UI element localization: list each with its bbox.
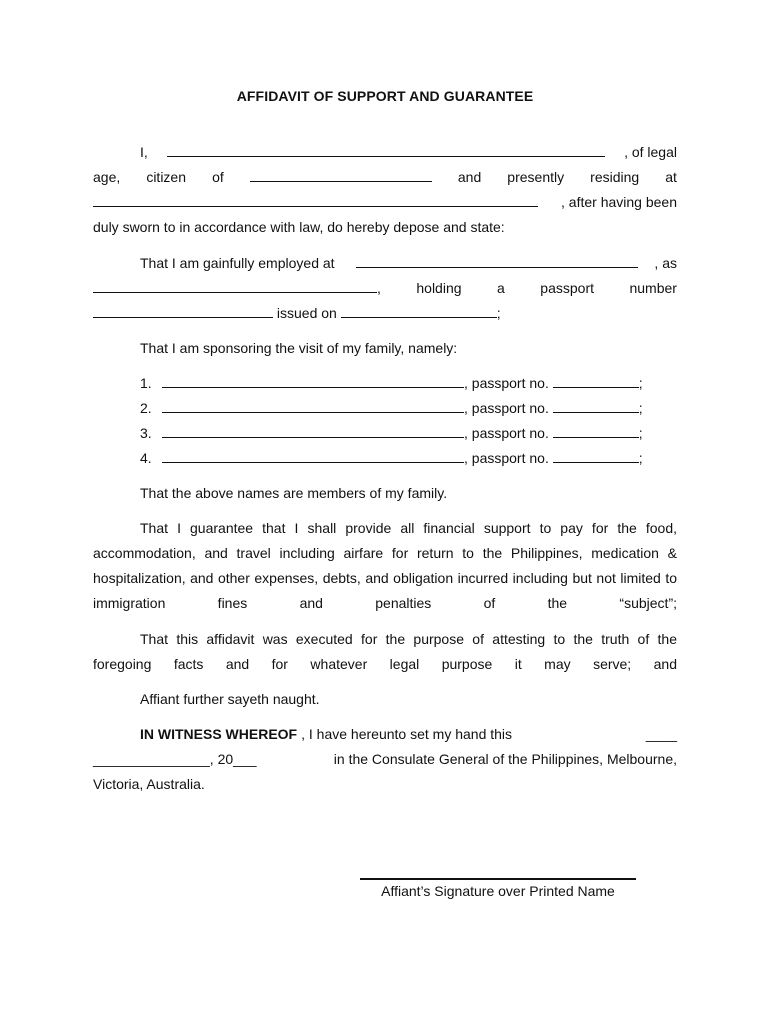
family-name-blank[interactable] <box>162 398 464 413</box>
text-set-my-hand: , I have hereunto set my hand this <box>301 726 513 742</box>
signature-line[interactable] <box>360 878 636 880</box>
paragraph-sponsoring: That I am sponsoring the visit of my family, namely: <box>140 340 458 356</box>
family-name-blank[interactable] <box>162 373 464 388</box>
paragraph-employment <box>93 251 677 326</box>
family-name-blank[interactable] <box>162 423 464 438</box>
text-residing: residing <box>590 169 640 185</box>
residence-blank[interactable] <box>93 192 538 207</box>
text-presently: presently <box>507 169 565 185</box>
issue-date-blank[interactable] <box>341 303 497 318</box>
item-number: 3. <box>140 425 152 441</box>
item-end: ; <box>638 450 643 466</box>
text-passport: passport <box>540 280 594 296</box>
family-list <box>140 371 643 471</box>
family-passport-blank[interactable] <box>553 448 639 463</box>
text-consulate: in the Consulate General of the Philippines, Melbourne, <box>333 751 677 767</box>
employer-blank[interactable] <box>356 253 638 268</box>
text-semicolon: ; <box>496 305 501 321</box>
signature-block <box>360 878 636 899</box>
text-duly-sworn: duly sworn to in accordance with law, do hereby depose and state: <box>93 219 505 235</box>
text-of-legal: , of legal <box>624 144 677 160</box>
text-number: number <box>629 280 677 296</box>
paragraph-members: That the above names are members of my family. <box>140 485 448 501</box>
paragraph-identity <box>93 140 677 240</box>
paragraph-witness <box>93 722 677 797</box>
year-blank[interactable]: , 20___ <box>209 751 257 767</box>
list-item <box>140 446 643 471</box>
text-citizen: citizen <box>146 169 186 185</box>
text-i: I, <box>140 144 148 160</box>
paragraph-guarantee: That I guarantee that I shall provide all financial support to pay for the food, accommodation, and travel including airfare for return to the Philippines, medication & hospitalization, and other expenses, debts, and obligation incurred including but not limited to immigration fines and penalties of the “subject”; <box>93 520 677 611</box>
item-number: 2. <box>140 400 152 416</box>
text-a: a <box>497 280 505 296</box>
text-of: of <box>212 169 224 185</box>
citizenship-blank[interactable] <box>250 167 432 182</box>
text-as: , as <box>654 255 677 271</box>
item-end: ; <box>638 425 643 441</box>
paragraph-naught: Affiant further sayeth naught. <box>140 691 320 707</box>
text-location: Victoria, Australia. <box>93 776 205 792</box>
position-blank[interactable] <box>93 278 377 293</box>
text-age: age, <box>93 169 121 185</box>
family-passport-blank[interactable] <box>553 373 639 388</box>
family-name-blank[interactable] <box>162 448 464 463</box>
item-number: 1. <box>140 375 152 391</box>
name-blank[interactable] <box>167 142 605 157</box>
item-number: 4. <box>140 450 152 466</box>
witness-heading: IN WITNESS WHEREOF <box>140 726 298 742</box>
text-issued-on: issued on <box>276 305 337 321</box>
text-at: at <box>665 169 677 185</box>
text-holding: holding <box>416 280 462 296</box>
list-item <box>140 396 643 421</box>
paragraph-purpose: That this affidavit was executed for the purpose of attesting to the truth of the foregoing facts and for whatever legal purpose it may serve; and <box>93 631 677 672</box>
passport-no-label: , passport no. <box>464 425 549 441</box>
item-end: ; <box>638 400 643 416</box>
passport-no-label: , passport no. <box>464 400 549 416</box>
list-item <box>140 421 643 446</box>
text-comma: , <box>377 280 381 296</box>
passport-number-blank[interactable] <box>93 303 273 318</box>
month-blank[interactable]: _______________ <box>93 751 210 767</box>
text-employed-at: That I am gainfully employed at <box>140 255 335 271</box>
text-and: and <box>457 169 482 185</box>
document-title: AFFIDAVIT OF SUPPORT AND GUARANTEE <box>236 88 534 104</box>
family-passport-blank[interactable] <box>553 398 639 413</box>
list-item <box>140 371 643 396</box>
item-end: ; <box>638 375 643 391</box>
family-passport-blank[interactable] <box>553 423 639 438</box>
passport-no-label: , passport no. <box>464 450 549 466</box>
signature-label: Affiant’s Signature over Printed Name <box>381 883 615 899</box>
day-blank[interactable]: ____ <box>645 726 677 742</box>
text-after-sworn: , after having been <box>561 194 677 210</box>
passport-no-label: , passport no. <box>464 375 549 391</box>
